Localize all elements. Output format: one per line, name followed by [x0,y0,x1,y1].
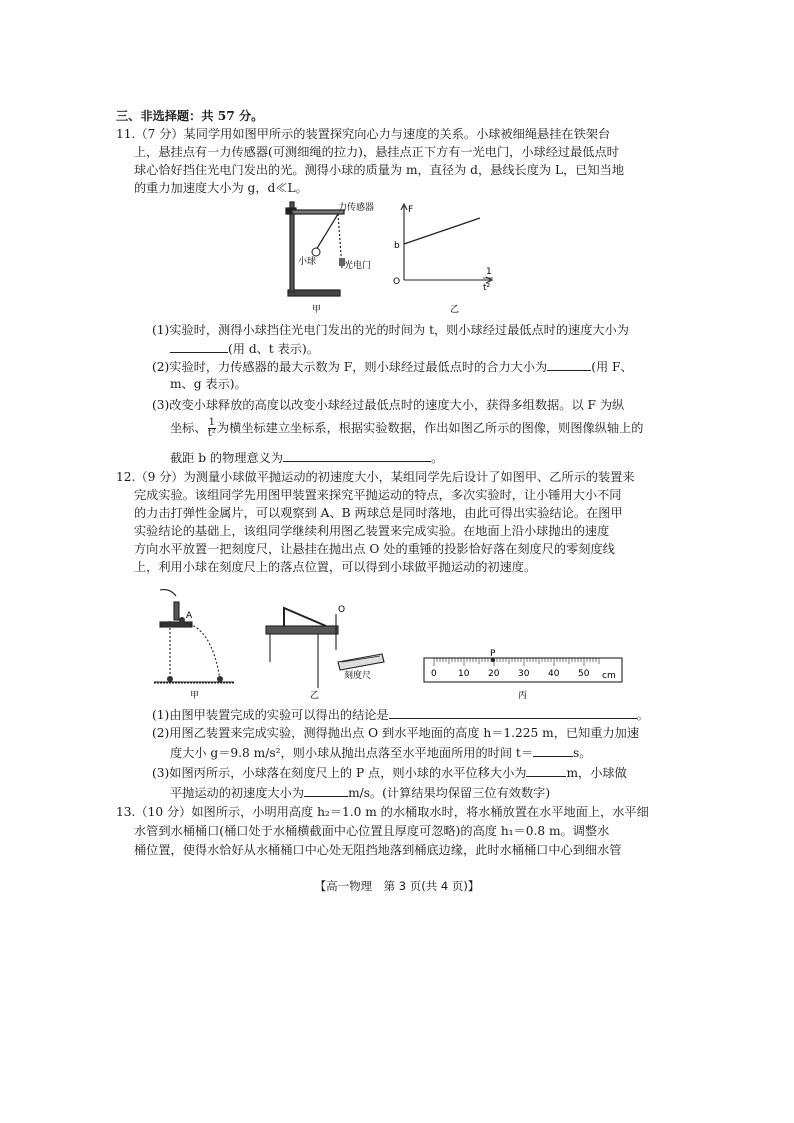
q12-line-4: 实验结论的基础上，该组同学继续利用图乙装置来完成实验。在地面上沿小球抛出的速度 [134,524,610,538]
tick-50: 50 [578,669,590,679]
q11-p1a: (1)实验时，测得小球挡住光电门发出的光的时间为 t，则小球经过最低点时的速度大小为 [152,323,629,337]
answer-blank-12-3[interactable] [526,764,566,777]
graph-line [404,218,480,244]
q13-line-3: 桶位置，使得水恰好从水桶桶口中心处无阻挡地落到桶底边缘，此时水桶桶口中心到细水管 [134,843,622,857]
q11-p3a: (3)改变小球释放的高度以改变小球经过最低点时的速度大小，获得多组数据。以 F 为纵 [152,398,625,412]
q12-caption-bing: 丙 [518,691,528,701]
q11-figure-jia [282,198,382,316]
tick-20: 20 [488,669,500,679]
axis-x-den: t² [483,283,491,293]
unit-cm: cm [602,671,616,681]
q12-p2a: (2)用图乙装置来完成实验，测得抛出点 O 到水平地面的高度 h＝1.225 m，已知重力加速 [152,726,640,740]
q12-line-5: 方向水平放置一把刻度尺，让悬挂在抛出点 O 处的重锤的投影恰好落在刻度尺的零刻度线 [134,542,615,556]
ruler-label: 刻度尺 [344,671,372,681]
q11-figure-yi [390,198,500,316]
q12-figure-jia [150,584,238,702]
q11-line-4: 的重力加速度大小为 g，d≪L。 [134,181,308,195]
answer-blank-11-2[interactable] [547,358,591,371]
origin-O: O [393,277,401,287]
tick-10: 10 [458,669,470,679]
q13-line-2: 水管到水桶桶口(桶口处于水桶横截面中心位置且厚度可忽略)的高度 h₁＝0.8 m。调整水 [134,824,610,838]
fig-caption-jia: 甲 [312,305,322,315]
q11-line-3: 球心恰好挡住光电门发出的光。测得小球的质量为 m，直径为 d，悬线长度为 L，已知当地 [134,163,625,177]
q11-p3b-row: 坐标、 $\frac{1}{\text{t²}}$ 为横坐标建立坐标系，根据实验数据，作出如图乙所示的图像，则图像纵轴上的 [170,417,644,439]
q12-line-2: 完成实验。该组同学先用图甲装置来探究平抛运动的特点，多次实验时，让小锤用大小不同 [134,488,622,502]
sensor-label: 力传感器 [338,203,375,213]
q12-p2-row: 度大小 g＝9.8 m/s²，则小球从抛出点落至水平地面所用的时间 t＝ s。 [170,746,592,760]
answer-blank-11-1[interactable] [170,340,228,353]
section-title: 三、非选择题：共 57 分。 [116,109,264,123]
q12-figure-yi [262,600,412,702]
q12-caption-jia: 甲 [190,691,200,701]
q12-line-6: 上，利用小球在刻度尺上的落点位置，可以得到小球做平抛运动的初速度。 [134,560,537,574]
q11-p1-row: (用 d、t 表示)。 [170,340,319,357]
q12-figure-bing [420,648,630,702]
point-P-label: P [490,649,496,659]
q11-p3c-row: 截距 b 的物理意义为 。 [170,451,444,465]
ball-label: 小球 [298,257,317,267]
q12-line-1: 12.（9 分）为测量小球做平抛运动的初速度大小，某组同学先后设计了如图甲、乙所示的装置来 [116,470,635,484]
axis-x-num: 1 [486,267,492,277]
q12-caption-yi: 乙 [310,691,320,701]
page-footer: 【高一物理 第 3 页(共 4 页)】 [314,879,480,893]
q12-p1-row: (1)由图甲装置完成的实验可以得出的结论是 。 [152,708,649,722]
fig-caption-yi: 乙 [450,305,460,315]
gate-label: 光电门 [344,261,372,271]
tick-40: 40 [548,669,560,679]
tick-30: 30 [518,669,530,679]
answer-blank-12-2[interactable] [533,744,573,757]
point-O-label: O [338,605,346,615]
answer-blank-11-3[interactable] [283,449,431,462]
q12-line-3: 的力击打弹性金属片，可以观察到 A、B 两球总是同时落地，由此可得出实验结论。在图甲 [134,506,623,520]
q12-p3c-row: 平抛运动的初速度大小为 m/s。(计算结果均保留三位有效数字) [170,786,551,800]
q12-p3-row: (3)如图丙所示，小球落在刻度尺上的 P 点，则小球的水平位移大小为 m，小球做 [152,766,627,780]
answer-blank-12-1[interactable] [389,706,637,719]
tick-0: 0 [431,669,437,679]
q11-p2-row: (2)实验时，力传感器的最大示数为 F，则小球经过最低点时的合力大小为 (用 F、 [152,360,633,374]
axis-F: F [408,205,414,215]
q11-line-2: 上，悬挂点有一力传感器(可测细绳的拉力)，悬挂点正下方有一光电门，小球经过最低点时 [134,145,619,159]
ball-A-label: A [186,611,193,621]
q13-line-1: 13.（10 分）如图所示，小明用高度 h₂＝1.0 m 的水桶取水时，将水桶放置在水平地面上，水平细 [116,805,649,819]
q11-p2c: m、g 表示)。 [170,377,247,391]
intercept-b: b [394,241,400,251]
ball-icon [312,248,320,256]
answer-blank-12-4[interactable] [304,784,348,797]
q11-line-1: 11.（7 分）某同学用如图甲所示的装置探究向心力与速度的关系。小球被细绳悬挂在铁架台 [116,127,611,141]
